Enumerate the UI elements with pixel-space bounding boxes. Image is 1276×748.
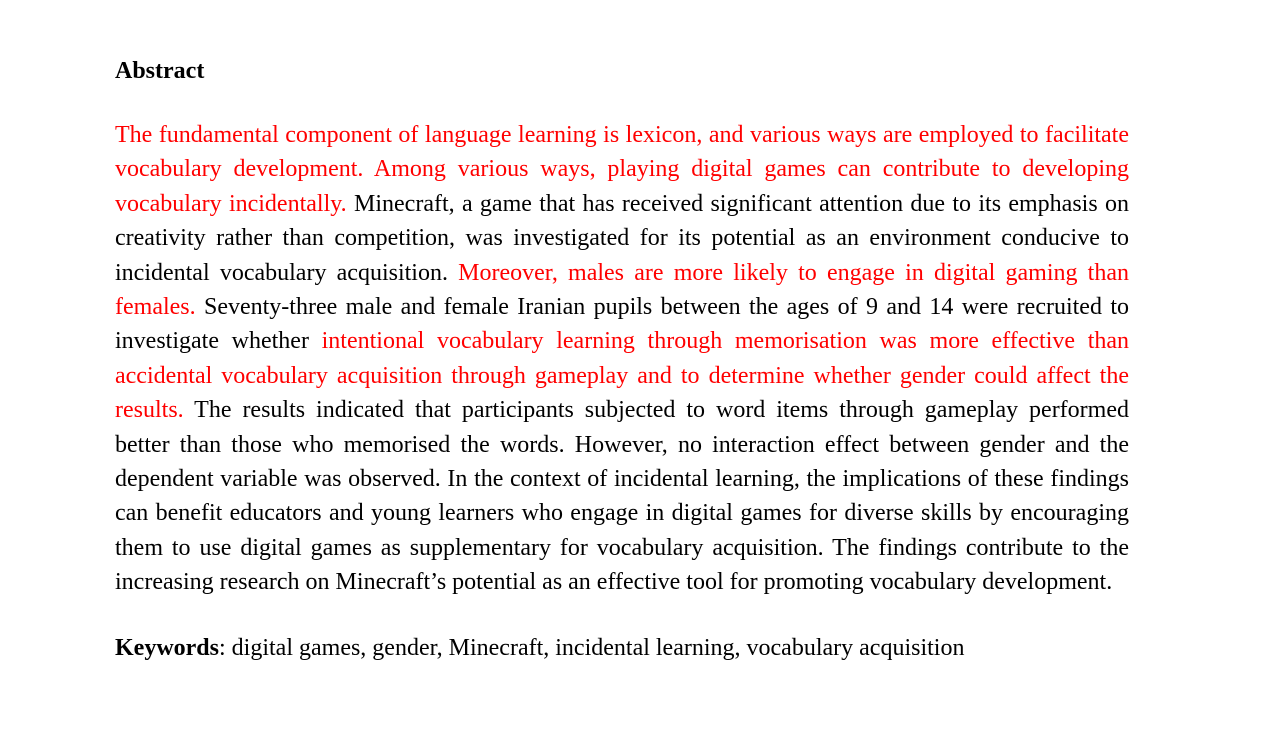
abstract-segment: Seventy-three male and female Iranian pupils between the ages of 9 and 14 were recruited to investigate whether [115, 294, 1129, 355]
abstract-segment-highlighted: intentional vocabulary learning through memorisation was more effective than accidental vocabulary acquisition through gameplay and to determine whether gender could affect the results. [115, 328, 1130, 424]
abstract-segment-highlighted: Moreover, males are more likely to engage in digital gaming than females. [115, 259, 1130, 321]
keywords-line [115, 631, 1129, 665]
abstract-segment: Minecraft, a game that has received significant attention due to its emphasis on creativity rather than competition, was investigated for its potential as an environment conducive to incidental vocabulary acquisition. [115, 190, 1130, 286]
keywords-label: Keywords [115, 634, 219, 661]
abstract-segment-highlighted: The fundamental component of language learning is lexicon, and various ways are employed to facilitate vocabulary development. Among various ways, playing digital games can contribute to developing vocabulary incidentally. [115, 122, 1129, 217]
abstract-paragraph [115, 118, 1129, 600]
abstract-heading: Abstract [115, 58, 205, 84]
keywords-separator: : [219, 634, 232, 661]
document-page [115, 54, 1129, 665]
keywords-value: digital games, gender, Minecraft, incidental learning, vocabulary acquisition [231, 634, 965, 661]
abstract-segment: The results indicated that participants subjected to word items through gameplay performed better than those who memorised the words. However, no interaction effect between gender and the dependent variable was observed. In the context of incidental learning, the implications of these findings can benefit educators and young learners who engage in digital games for diverse skills by encouraging them to use digital games as supplementary for vocabulary acquisition. The findings contribute to the increasing research on Minecraft’s potential as an effective tool for promoting vocabulary development. [115, 397, 1129, 596]
